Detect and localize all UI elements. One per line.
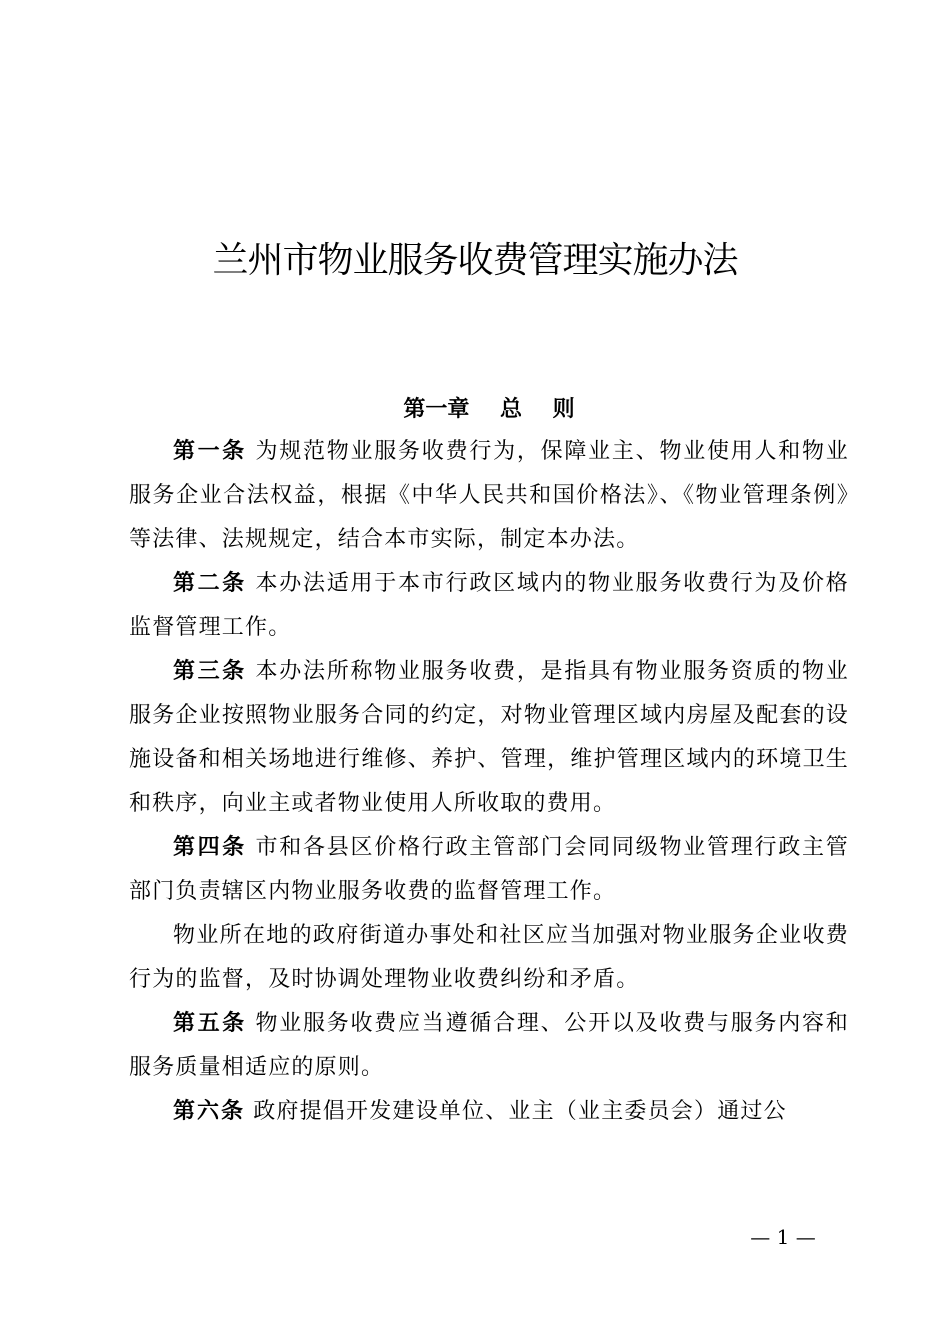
paragraph-text: 物业所在地的政府街道办事处和社区应当加强对物业服务企业收费行为的监督，及时协调处理物业收费纠纷和矛盾。	[129, 923, 849, 992]
article-number: 第二条	[173, 571, 247, 596]
article-number: 第六条	[173, 1099, 246, 1124]
article-text: 为规范物业服务收费行为，保障业主、物业使用人和物业服务企业合法权益，根据《中华人民共和国价格法》、《物业管理条例》等法律、法规规定，结合本市实际，制定本办法。	[129, 439, 849, 552]
article-number: 第四条	[173, 835, 247, 860]
page-number: — 1 —	[750, 1225, 816, 1249]
document-title: 兰州市物业服务收费管理实施办法	[212, 240, 738, 281]
article-text: 政府提倡开发建设单位、业主（业主委员会）通过公	[245, 1099, 787, 1124]
article-paragraph	[129, 650, 849, 826]
article-paragraph	[129, 430, 849, 562]
article-paragraph	[129, 1002, 849, 1090]
article-paragraph	[129, 1090, 849, 1134]
article-text: 本办法所称物业服务收费，是指具有物业服务资质的物业服务企业按照物业服务合同的约定，对物业管理区域内房屋及配套的设施设备和相关场地进行维修、养护、管理，维护管理区域内的环境卫生和秩序，向业主或者物业使用人所收取的费用。	[129, 659, 849, 816]
article-paragraph	[129, 826, 849, 914]
body-paragraph	[129, 914, 849, 1002]
article-number: 第五条	[173, 1011, 247, 1036]
article-paragraph	[129, 562, 849, 650]
article-number: 第一条	[173, 439, 247, 464]
chapter-heading: 第一章 总 则	[403, 397, 575, 422]
document-body	[129, 430, 849, 1134]
article-number: 第三条	[173, 659, 247, 684]
article-text: 本办法适用于本市行政区域内的物业服务收费行为及价格监督管理工作。	[129, 571, 849, 640]
article-text: 市和各县区价格行政主管部门会同同级物业管理行政主管部门负责辖区内物业服务收费的监督管理工作。	[129, 835, 849, 904]
article-text: 物业服务收费应当遵循合理、公开以及收费与服务内容和服务质量相适应的原则。	[129, 1011, 849, 1080]
